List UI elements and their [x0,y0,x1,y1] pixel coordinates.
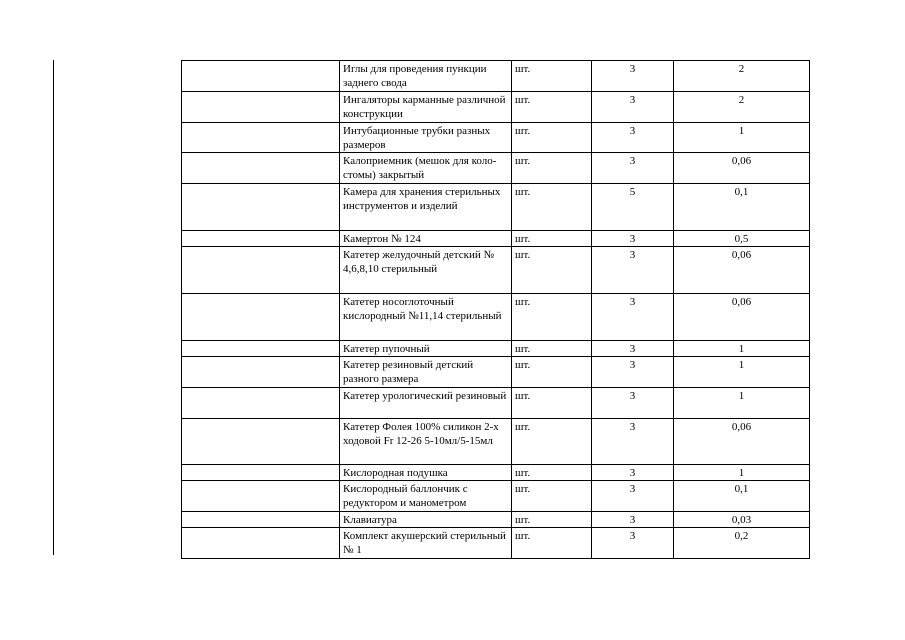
unit-cell: шт. [512,294,592,341]
unit-cell: шт. [512,388,592,419]
item-name-cell: Интубационные трубки разных размеров [340,123,512,153]
empty-cell [182,294,340,341]
quantity-cell: 3 [592,153,674,184]
quantity-cell: 5 [592,184,674,231]
quantity-cell: 3 [592,92,674,123]
quantity-cell: 3 [592,61,674,92]
value-cell: 0,03 [674,512,810,528]
empty-cell [182,231,340,247]
table-row [182,481,810,512]
item-name-cell: Комплект акушерский стерильный № 1 [340,528,512,559]
empty-cell [182,61,340,92]
value-cell: 0,06 [674,247,810,294]
quantity-cell: 3 [592,294,674,341]
item-name-cell: Катетер желудочный детский № 4,6,8,10 стерильный [340,247,512,294]
value-cell: 0,5 [674,231,810,247]
item-name-cell: Иглы для проведения пункции заднего свода [340,61,512,92]
unit-cell: шт. [512,123,592,153]
table-row [182,419,810,465]
unit-cell: шт. [512,528,592,559]
value-cell: 1 [674,388,810,419]
unit-cell: шт. [512,92,592,123]
value-cell: 0,06 [674,419,810,465]
empty-cell [182,512,340,528]
item-name-cell: Кислородная подушка [340,465,512,481]
quantity-cell: 3 [592,357,674,388]
empty-cell [182,465,340,481]
value-cell: 1 [674,357,810,388]
item-name-cell: Кислородный баллончик с редуктором и манометром [340,481,512,512]
table-row [182,231,810,247]
unit-cell: шт. [512,481,592,512]
table-row [182,61,810,92]
page-margin-line [53,60,54,555]
table-row [182,528,810,559]
value-cell: 1 [674,465,810,481]
empty-cell [182,123,340,153]
item-name-cell: Клавиатура [340,512,512,528]
unit-cell: шт. [512,184,592,231]
unit-cell: шт. [512,357,592,388]
item-name-cell: Катетер пупочный [340,341,512,357]
empty-cell [182,419,340,465]
table-row [182,388,810,419]
quantity-cell: 3 [592,388,674,419]
value-cell: 2 [674,61,810,92]
unit-cell: шт. [512,231,592,247]
unit-cell: шт. [512,419,592,465]
empty-cell [182,153,340,184]
unit-cell: шт. [512,512,592,528]
table-row [182,341,810,357]
table-row [182,294,810,341]
item-name-cell: Катетер резиновый детский разного размера [340,357,512,388]
quantity-cell: 3 [592,419,674,465]
quantity-cell: 3 [592,341,674,357]
value-cell: 0,1 [674,481,810,512]
value-cell: 1 [674,341,810,357]
empty-cell [182,528,340,559]
quantity-cell: 3 [592,123,674,153]
value-cell: 0,06 [674,153,810,184]
item-name-cell: Катетер урологический резиновый [340,388,512,419]
value-cell: 2 [674,92,810,123]
table-row [182,92,810,123]
empty-cell [182,92,340,123]
table-row [182,512,810,528]
empty-cell [182,357,340,388]
table-row [182,184,810,231]
empty-cell [182,184,340,231]
equipment-table [181,60,810,559]
quantity-cell: 3 [592,481,674,512]
unit-cell: шт. [512,341,592,357]
table-row [182,247,810,294]
unit-cell: шт. [512,61,592,92]
item-name-cell: Катетер носоглоточный кислородный №11,14 стерильный [340,294,512,341]
item-name-cell: Катетер Фолея 100% силикон 2-х ходовой Fr 12-26 5-10мл/5-15мл [340,419,512,465]
item-name-cell: Ингаляторы карманные различной конструкции [340,92,512,123]
value-cell: 0,06 [674,294,810,341]
empty-cell [182,247,340,294]
value-cell: 1 [674,123,810,153]
empty-cell [182,388,340,419]
value-cell: 0,1 [674,184,810,231]
item-name-cell: Камера для хранения стерильных инструментов и изделий [340,184,512,231]
unit-cell: шт. [512,465,592,481]
quantity-cell: 3 [592,465,674,481]
item-name-cell: Калоприемник (мешок для коло-стомы) закрытый [340,153,512,184]
empty-cell [182,481,340,512]
value-cell: 0,2 [674,528,810,559]
table-body [182,61,810,559]
table-row [182,123,810,153]
unit-cell: шт. [512,153,592,184]
quantity-cell: 3 [592,512,674,528]
quantity-cell: 3 [592,231,674,247]
empty-cell [182,341,340,357]
table-row [182,465,810,481]
table-row [182,153,810,184]
table-row [182,357,810,388]
item-name-cell: Камертон № 124 [340,231,512,247]
quantity-cell: 3 [592,247,674,294]
quantity-cell: 3 [592,528,674,559]
unit-cell: шт. [512,247,592,294]
